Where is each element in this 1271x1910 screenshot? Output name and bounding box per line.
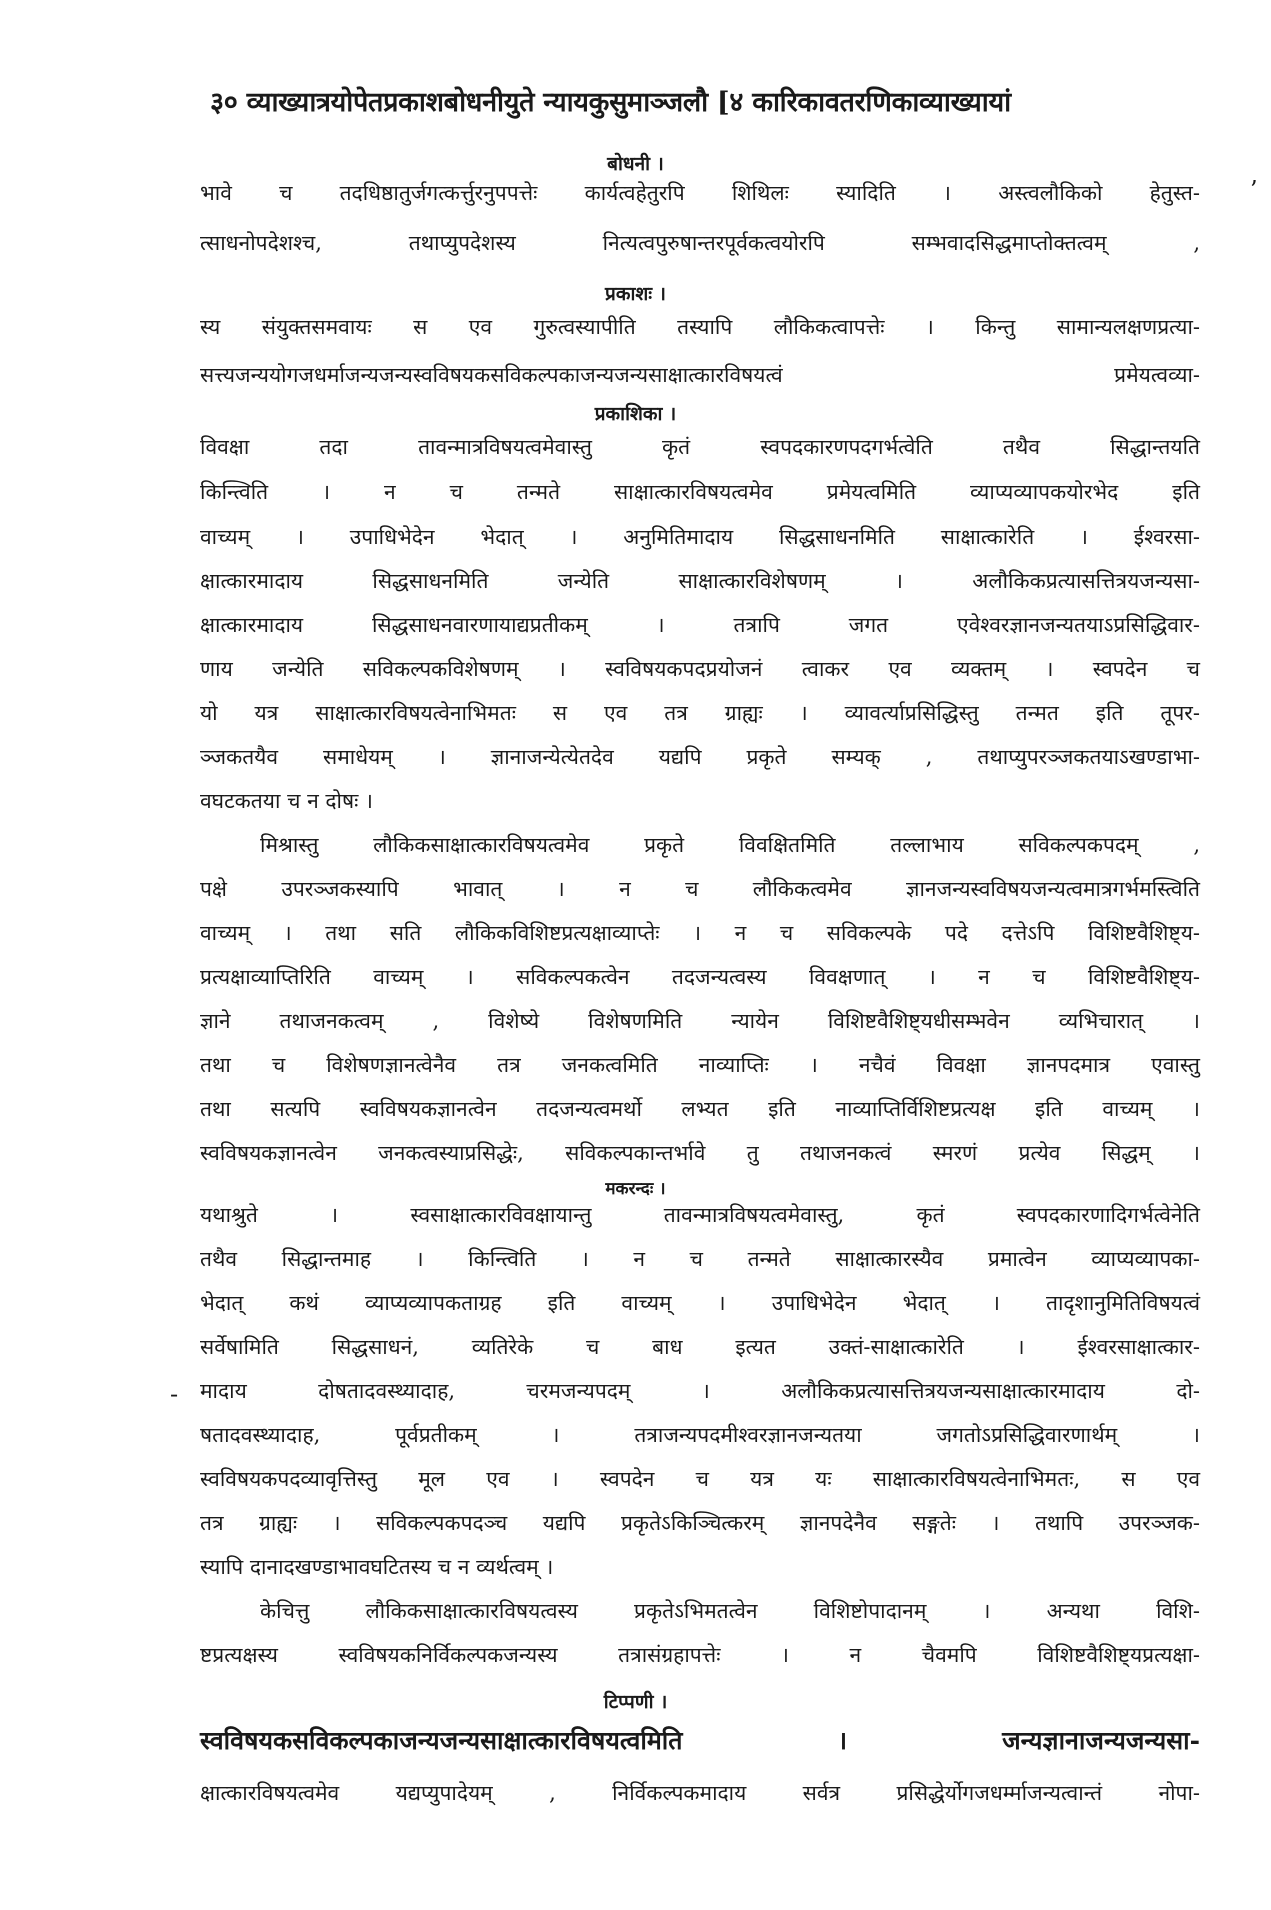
text-line: सर्वेषामिति सिद्धसाधनं, व्यतिरेके च बाध इत्यत उक्तं-साक्षात्कारेति । ईश्वरसाक्षात्कार-	[200, 1335, 1200, 1359]
section-heading-prakashika: प्रकाशिका ।	[594, 403, 677, 425]
text-line: क्षात्कारमादाय सिद्धसाधनवारणायाद्यप्रतीकम् । तत्रापि जगत एवेश्वरज्ञानजन्यतयाऽप्रसिद्धिवार-	[200, 613, 1200, 637]
text-line: विवक्षा तदा तावन्मात्रविषयत्वमेवास्तु कृतं स्वपदकारणपदगर्भत्वेति तथैव सिद्धान्तयति	[200, 435, 1200, 459]
text-line: णाय जन्येति सविकल्पकविशेषणम् । स्वविषयकपदप्रयोजनं त्वाकर एव व्यक्तम् । स्वपदेन च	[200, 657, 1200, 681]
text-line: षतादवस्थ्यादाह, पूर्वप्रतीकम् । तत्राजन्यपदमीश्वरज्ञानजन्यतया जगतोऽप्रसिद्धिवारणार्थम् ।	[200, 1423, 1200, 1447]
text-line: स्वविषयकसविकल्पकाजन्यजन्यसाक्षात्कारविषयत्वमिति । जन्यज्ञानाजन्यजन्यसा-	[200, 1726, 1200, 1755]
section-heading-bodhani: बोधनी ।	[607, 153, 664, 175]
section-heading-tippani: टिप्पणी ।	[603, 1691, 668, 1713]
scan-mark: ’	[1250, 176, 1258, 204]
text-line: ञ्जकतयैव समाधेयम् । ज्ञानाजन्येत्येतदेव यद्यपि प्रकृते सम्यक् , तथाप्युपरञ्जकतयाऽखण्डाभा-	[200, 745, 1200, 769]
text-line: मिश्रास्तु लौकिकसाक्षात्कारविषयत्वमेव प्रकृते विवक्षितमिति तल्लाभाय सविकल्पकपदम् ,	[260, 833, 1200, 857]
text-line: क्षात्कारमादाय सिद्धसाधनमिति जन्येति साक्षात्कारविशेषणम् । अलौकिकप्रत्यासत्तित्रयजन्यसा-	[200, 569, 1200, 593]
text-line: तथा सत्यपि स्वविषयकज्ञानत्वेन तदजन्यत्वमर्थो लभ्यत इति नाव्याप्तिर्विशिष्टप्रत्यक्ष इति वाच्यम् ।	[200, 1097, 1200, 1121]
text-line: क्षात्कारविषयत्वमेव यद्यप्युपादेयम् , निर्विकल्पकमादाय सर्वत्र प्रसिद्धेर्योगजधर्म्माजन्यत्वान्तं नोपा-	[200, 1781, 1200, 1805]
text-line: ष्टप्रत्यक्षस्य स्वविषयकनिर्विकल्पकजन्यस्य तत्रासंग्रहापत्तेः । न चैवमपि विशिष्टवैशिष्ट्यप्रत्यक्षा-	[200, 1643, 1200, 1667]
scan-mark: -	[170, 1380, 179, 1408]
section-heading-prakasha: प्रकाशः ।	[605, 283, 666, 305]
text-line: स्वविषयकज्ञानत्वेन जनकत्वस्याप्रसिद्धेः, सविकल्पकान्तर्भावे तु तथाजनकत्वं स्मरणं प्रत्येव सिद्धम् ।	[200, 1141, 1200, 1165]
text-line: यो यत्र साक्षात्कारविषयत्वेनाभिमतः स एव तत्र ग्राह्यः । व्यावर्त्याप्रसिद्धिस्तु तन्मत इति तूपर-	[200, 701, 1200, 725]
text-line: यथाश्रुते । स्वसाक्षात्कारविवक्षायान्तु तावन्मात्रविषयत्वमेवास्तु, कृतं स्वपदकारणादिगर्भत्वेनेति	[200, 1203, 1200, 1227]
text-line: तत्र ग्राह्यः । सविकल्पकपदञ्च यद्यपि प्रकृतेऽकिञ्चित्करम् ज्ञानपदेनैव सङ्गतेः । तथापि उपरञ्जक-	[200, 1511, 1200, 1535]
text-line: केचित्तु लौकिकसाक्षात्कारविषयत्वस्य प्रकृतेऽभिमतत्वेन विशिष्टोपादानम् । अन्यथा विशि-	[260, 1599, 1200, 1623]
text-line: पक्षे उपरञ्जकस्यापि भावात् । न च लौकिकत्वमेव ज्ञानजन्यस्वविषयजन्यत्वमात्रगर्भमस्त्विति	[200, 877, 1200, 901]
text-line: प्रत्यक्षाव्याप्तिरिति वाच्यम् । सविकल्पकत्वेन तदजन्यत्वस्य विवक्षणात् । न च विशिष्टवैशिष्ट्य-	[200, 965, 1200, 989]
text-line: भावे च तदधिष्ठातुर्जगत्कर्त्तुरनुपपत्तेः कार्यत्वहेतुरपि शिथिलः स्यादिति । अस्त्वलौकिको हेतुस्त-	[200, 181, 1200, 205]
text-line: वाच्यम् । तथा सति लौकिकविशिष्टप्रत्यक्षाव्याप्तेः । न च सविकल्पके पदे दत्तेऽपि विशिष्टवैशिष्ट्य-	[200, 921, 1200, 945]
text-line: स्यापि दानादखण्डाभावघटितस्य च न व्यर्थत्वम् ।	[200, 1555, 554, 1579]
text-line: वघटकतया च न दोषः ।	[200, 789, 374, 813]
running-header: ३० व्याख्यात्रयोपेतप्रकाशबोधनीयुते न्यायकुसुमाञ्जलौ [४ कारिकावतरणिकाव्याख्यायां	[210, 87, 1011, 118]
text-line: मादाय दोषतादवस्थ्यादाह, चरमजन्यपदम् । अलौकिकप्रत्यासत्तित्रयजन्यसाक्षात्कारमादाय दो-	[200, 1379, 1200, 1403]
text-line: वाच्यम् । उपाधिभेदेन भेदात् । अनुमितिमादाय सिद्धसाधनमिति साक्षात्कारेति । ईश्वरसा-	[200, 525, 1200, 549]
text-line: स्य संयुक्तसमवायः स एव गुरुत्वस्यापीति तस्यापि लौकिकत्वापत्तेः । किन्तु सामान्यलक्षणप्रत्या-	[200, 315, 1200, 339]
section-heading-makaranda: मकरन्दः ।	[605, 1179, 666, 1199]
text-line: भेदात् कथं व्याप्यव्यापकताग्रह इति वाच्यम् । उपाधिभेदेन भेदात् । तादृशानुमितिविषयत्वं	[200, 1291, 1200, 1315]
text-line: ज्ञाने तथाजनकत्वम् , विशेष्ये विशेषणमिति न्यायेन विशिष्टवैशिष्ट्यधीसम्भवेन व्यभिचारात् ।	[200, 1009, 1200, 1033]
text-line: तथैव सिद्धान्तमाह । किन्त्विति । न च तन्मते साक्षात्कारस्यैव प्रमात्वेन व्याप्यव्यापका-	[200, 1247, 1200, 1271]
text-line: स्वविषयकपदव्यावृत्तिस्तु मूल एव । स्वपदेन च यत्र यः साक्षात्कारविषयत्वेनाभिमतः, स एव	[200, 1467, 1200, 1491]
text-line: सत्त्यजन्ययोगजधर्माजन्यजन्यस्वविषयकसविकल्पकाजन्यजन्यसाक्षात्कारविषयत्वं प्रमेयत्वव्या-	[200, 363, 1200, 387]
text-line: किन्त्विति । न च तन्मते साक्षात्कारविषयत्वमेव प्रमेयत्वमिति व्याप्यव्यापकयोरभेद इति	[200, 480, 1200, 504]
text-line: त्साधनोपदेशश्च, तथाप्युपदेशस्य नित्यत्वपुरुषान्तरपूर्वकत्वयोरपि सम्भवादसिद्धमाप्तोक्तत्वम् ,	[200, 231, 1200, 255]
text-line: तथा च विशेषणज्ञानत्वेनैव तत्र जनकत्वमिति नाव्याप्तिः । नचैवं विवक्षा ज्ञानपदमात्र एवास्तु	[200, 1053, 1200, 1077]
